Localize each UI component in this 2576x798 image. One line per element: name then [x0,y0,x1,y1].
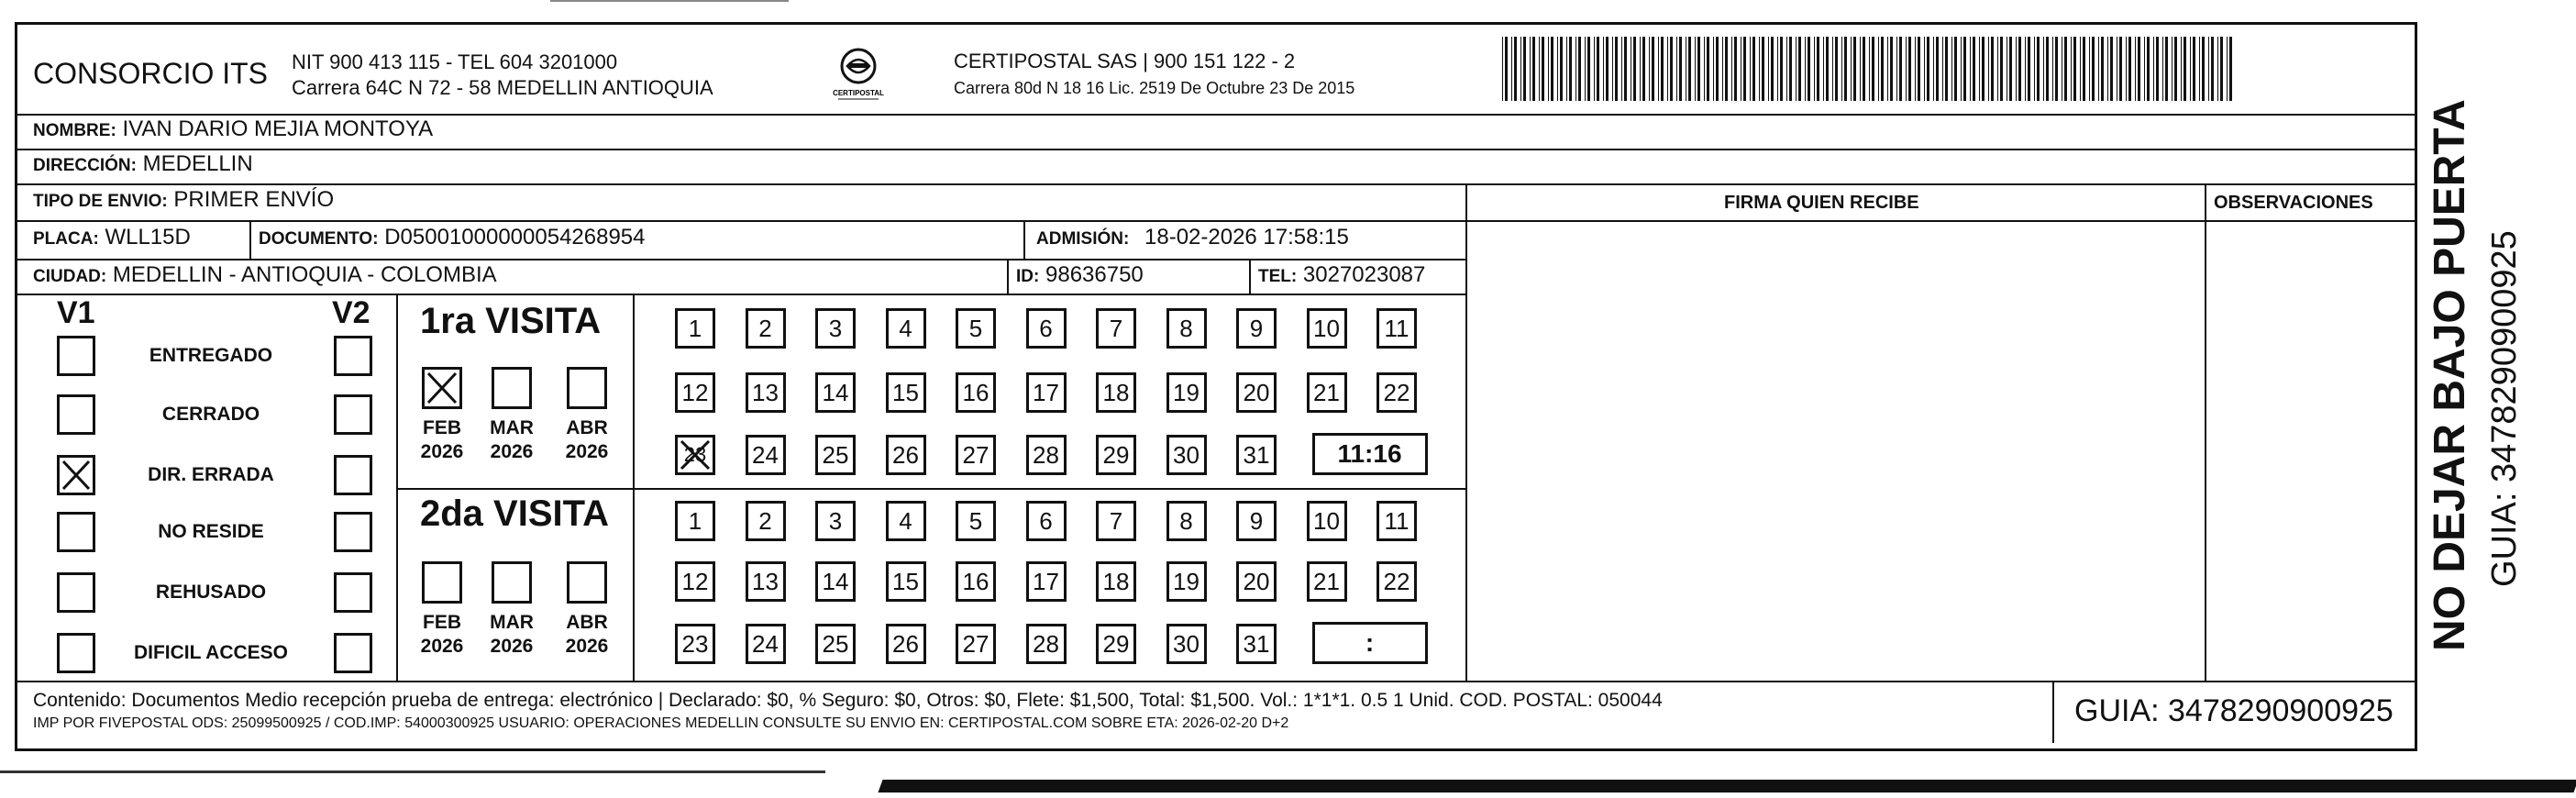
month-label [559,611,614,659]
day-box[interactable]: 21 [1307,561,1347,602]
guia-number: GUIA: 3478290900925 [2074,693,2394,728]
rule [15,259,1465,260]
rule [1465,183,1467,681]
month-checkbox[interactable] [567,561,607,604]
observaciones-header: OBSERVACIONES [2214,193,2373,213]
certipostal-license: Carrera 80d N 18 16 Lic. 2519 De Octubre 23 De 2015 [954,79,1355,97]
day-box[interactable]: 26 [886,435,926,475]
row-tel [1258,262,1425,288]
row-placa [33,225,191,250]
no-dejar-warning: NO DEJAR BAJO PUERTA [2426,99,2474,651]
day-box[interactable]: 12 [675,561,715,602]
rule [15,114,2417,116]
admision-label: ADMISIÓN: [1036,229,1130,249]
month-name: MAR [490,417,534,438]
month-label [484,416,539,464]
status-label: ENTREGADO [149,345,273,366]
day-box[interactable]: 30 [1166,624,1207,664]
month-year: 2026 [565,441,609,462]
day-box[interactable]: 19 [1166,372,1207,413]
v1-header: V1 [57,295,95,330]
day-box[interactable]: 26 [886,624,926,664]
day-box[interactable]: 15 [886,561,926,602]
v2-checkbox[interactable] [334,336,372,376]
v1-checkbox[interactable] [57,336,95,376]
day-box[interactable]: 17 [1026,561,1067,602]
day-box[interactable]: 15 [886,372,926,413]
footer-imp: IMP POR FIVEPOSTAL ODS: 25099500925 / COD.IMP: 54000300925 USUARIO: OPERACIONES MEDELLIN CONSULTE SU ENVIO EN: CERTIPOSTAL.COM SOBRE ETA: 2026-02-20 D+2 [33,715,1289,731]
rule [15,183,2417,185]
company-address: Carrera 64C N 72 - 58 MEDELLIN ANTIOQUIA [292,76,713,99]
day-box[interactable]: 22 [1376,372,1417,413]
day-box[interactable]: 14 [815,561,856,602]
day-box[interactable]: 6 [1026,308,1067,349]
placa-value: WLL15D [105,225,191,249]
day-box[interactable]: 4 [886,308,926,349]
row-nombre [33,116,433,142]
tel-label: TEL: [1258,267,1298,286]
day-box[interactable]: 8 [1166,501,1207,541]
month-year: 2026 [420,441,464,462]
day-box[interactable]: 5 [956,501,996,541]
day-box[interactable]: 10 [1307,308,1347,349]
day-box[interactable]: 4 [886,501,926,541]
v1-checkbox[interactable] [57,394,95,435]
rule [15,220,2417,222]
day-box[interactable]: 1 [675,308,715,349]
day-box[interactable]: 3 [815,501,856,541]
month-checkbox[interactable] [422,561,462,604]
day-box[interactable]: 10 [1307,501,1347,541]
v2-checkbox[interactable] [334,512,372,552]
row-documento [259,225,646,250]
v2-checkbox[interactable] [334,633,372,673]
day-box[interactable]: 24 [746,624,786,664]
certipostal-title: CERTIPOSTAL SAS | 900 151 122 - 2 [954,50,1296,72]
firma-header: FIRMA QUIEN RECIBE [1724,193,1919,213]
v1-checkbox[interactable] [57,633,95,673]
time-field[interactable]: : [1312,622,1428,664]
day-box[interactable]: 11 [1376,308,1417,349]
month-name: ABR [566,417,608,438]
time-field[interactable]: 11:16 [1312,433,1428,475]
month-label [415,611,470,659]
rule [396,294,398,681]
day-box[interactable]: 20 [1236,561,1277,602]
day-box[interactable]: 25 [815,624,856,664]
day-box[interactable]: 21 [1307,372,1347,413]
scan-artifact-bottom [0,763,2576,798]
row-direccion [33,151,253,177]
rule [15,149,2417,150]
id-value: 98636750 [1045,262,1144,287]
month-checkbox[interactable] [567,367,607,409]
day-box[interactable]: 9 [1236,501,1277,541]
row-admision [1036,225,1349,250]
logo-text: CERTIPOSTAL [833,89,884,97]
v1-checkbox[interactable] [57,512,95,552]
status-label: DIR. ERRADA [148,464,274,485]
month-name: FEB [423,417,461,438]
nombre-value: IVAN DARIO MEJIA MONTOYA [122,116,434,141]
day-box[interactable]: 22 [1376,561,1417,602]
v1-checkbox[interactable] [57,572,95,613]
month-year: 2026 [490,441,534,462]
v1-checkbox[interactable] [57,455,95,495]
nombre-label: NOMBRE: [33,121,116,140]
row-tipo-envio [33,187,334,213]
day-box[interactable]: 31 [1236,435,1277,475]
day-box[interactable]: 23 [675,435,715,475]
tel-value: 3027023087 [1302,262,1426,287]
day-box[interactable]: 17 [1026,372,1067,413]
id-label: ID: [1016,267,1040,286]
month-name: ABR [566,612,608,633]
placa-label: PLACA: [33,229,99,249]
month-label [484,611,539,659]
day-box[interactable]: 2 [746,501,786,541]
month-label [559,416,614,464]
rule [633,294,635,681]
month-checkbox[interactable] [492,561,532,604]
company-contact [292,50,713,101]
status-label: REHUSADO [155,582,267,603]
day-box[interactable]: 12 [675,372,715,413]
day-box[interactable]: 2 [746,308,786,349]
day-box[interactable]: 16 [956,372,996,413]
day-box[interactable]: 29 [1096,624,1136,664]
documento-label: DOCUMENTO: [259,229,379,249]
month-checkbox[interactable] [422,367,462,409]
ciudad-label: CIUDAD: [33,267,107,286]
day-box[interactable]: 7 [1096,501,1136,541]
day-box[interactable]: 27 [956,624,996,664]
day-box[interactable]: 16 [956,561,996,602]
day-box[interactable]: 29 [1096,435,1136,475]
day-box[interactable]: 8 [1166,308,1207,349]
month-label [415,416,470,464]
scan-artifact-top [550,0,789,2]
day-box[interactable]: 19 [1166,561,1207,602]
day-box[interactable]: 13 [746,372,786,413]
rule [1007,259,1009,294]
barcode [1502,37,2236,101]
month-name: MAR [490,612,534,633]
rule [15,294,1465,295]
documento-value: D05001000000054268954 [384,225,646,249]
day-box[interactable]: 28 [1026,435,1067,475]
day-box[interactable]: 14 [815,372,856,413]
day-box[interactable]: 9 [1236,308,1277,349]
day-box[interactable]: 18 [1096,561,1136,602]
tipo-label: TIPO DE ENVIO: [33,192,168,211]
rule [396,488,1465,490]
company-nit: NIT 900 413 115 - TEL 604 3201000 [292,50,618,73]
day-box[interactable]: 18 [1096,372,1136,413]
visit1-title: 1ra VISITA [420,301,602,341]
month-year: 2026 [490,636,534,657]
month-year: 2026 [565,636,609,657]
certipostal-logo-icon [831,44,886,108]
day-box[interactable]: 1 [675,501,715,541]
rule [1249,259,1251,294]
direccion-value: MEDELLIN [142,151,253,176]
day-box[interactable]: 3 [815,308,856,349]
row-ciudad [33,262,497,288]
side-guia: GUIA: 3478290900925 [2485,230,2524,587]
day-box[interactable]: 5 [956,308,996,349]
visit2-title: 2da VISITA [420,493,609,534]
footer-content: Contenido: Documentos Medio recepción prueba de entrega: electrónico | Declarado: $0, % Seguro: $0, Otros: $0, Flete: $1,500, Total: $1,500. Vol.: 1*1*1. 0.5 1 Unid. COD. POSTAL: 050044 [33,690,1663,711]
company-name: CONSORCIO ITS [33,57,269,90]
day-box[interactable]: 27 [956,435,996,475]
day-box[interactable]: 28 [1026,624,1067,664]
month-checkbox[interactable] [492,367,532,409]
ciudad-value: MEDELLIN - ANTIOQUIA - COLOMBIA [112,262,497,287]
status-label: NO RESIDE [158,521,264,542]
v2-header: V2 [332,295,370,330]
guia-box [2052,681,2419,743]
day-box[interactable]: 25 [815,435,856,475]
rule [249,220,251,259]
rule [2205,183,2206,681]
day-box[interactable]: 20 [1236,372,1277,413]
v2-checkbox[interactable] [334,455,372,495]
v2-checkbox[interactable] [334,572,372,613]
month-name: FEB [423,612,461,633]
day-box[interactable]: 31 [1236,624,1277,664]
day-box[interactable]: 24 [746,435,786,475]
day-box[interactable]: 6 [1026,501,1067,541]
direccion-label: DIRECCIÓN: [33,156,137,175]
day-box[interactable]: 13 [746,561,786,602]
row-id [1016,262,1144,288]
day-box[interactable]: 11 [1376,501,1417,541]
tipo-value: PRIMER ENVÍO [173,187,335,212]
day-box[interactable]: 30 [1166,435,1207,475]
day-box[interactable]: 23 [675,624,715,664]
admision-value: 18-02-2026 17:58:15 [1144,225,1349,249]
rule [1023,220,1025,259]
status-label: DIFICIL ACCESO [133,642,288,663]
month-year: 2026 [420,636,464,657]
status-label: CERRADO [161,404,260,425]
v2-checkbox[interactable] [334,394,372,435]
day-box[interactable]: 7 [1096,308,1136,349]
